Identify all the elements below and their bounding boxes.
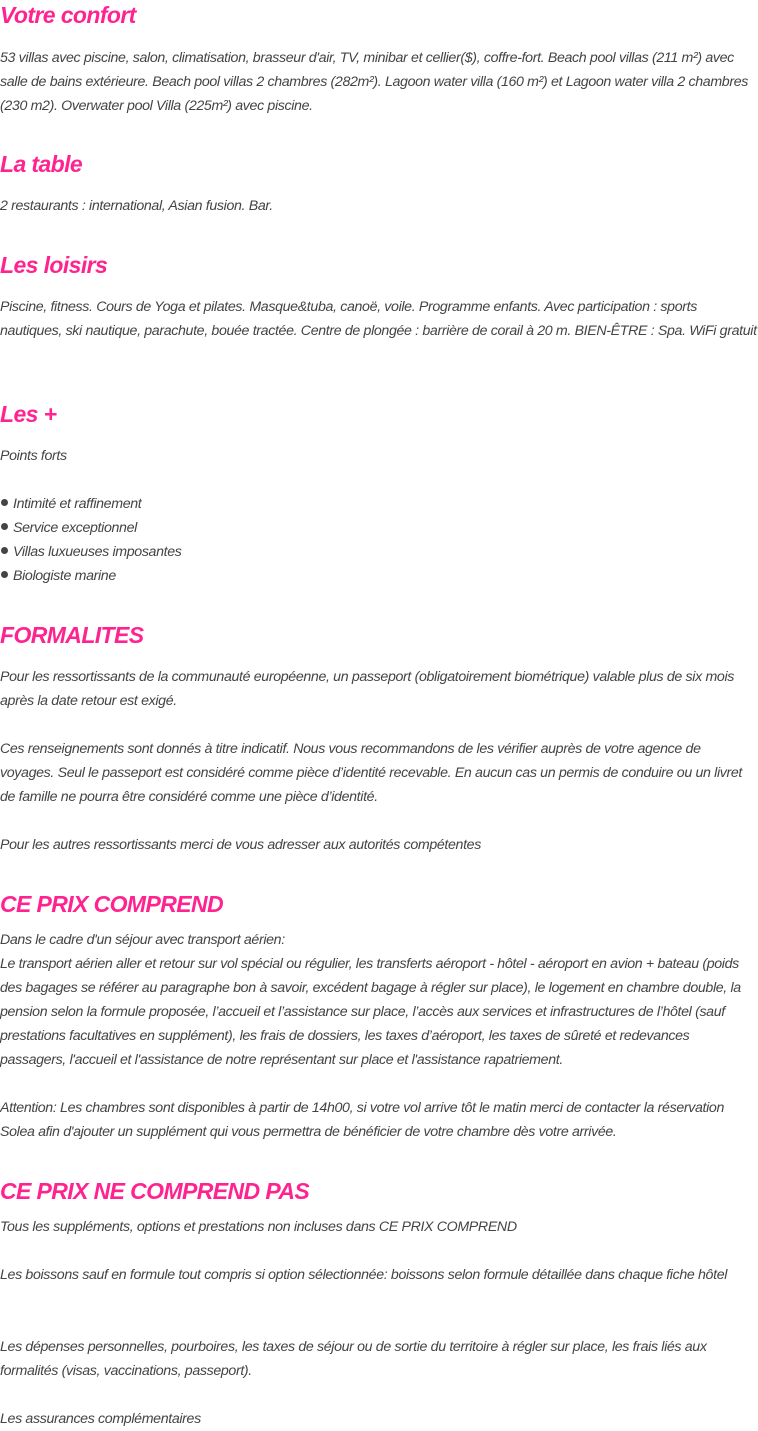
- list-item: [0, 540, 182, 564]
- bullet-icon: [1, 571, 8, 578]
- comprend-paragraph: Le transport aérien aller et retour sur vol spécial ou régulier, les transferts aéroport - hôtel - aéroport en avion + bateau (poids des bagages se référer au paragraphe bon à savoir, excédent bagage à régler sur place), le logement en chambre double, la pension selon la formule proposée, l’accueil et l’assistance sur place, l’accès aux services et infrastructures de l’hôtel (sauf prestations facultatives en supplément), les frais de dossiers, les taxes d’aéroport, les taxes de sûreté et redevances passagers, l'accueil et l'assistance de notre représentant sur place et l'assistance rapatriement.: [0, 956, 741, 1068]
- loisirs-description: Piscine, fitness. Cours de Yoga et pilates. Masque&tuba, canoë, voile. Programme enfants. Avec participation : sports nautiques, ski nautique, parachute, bouée tractée. Centre de plongée : barrière de corail à 20 m. BIEN-ÊTRE : Spa. WiFi gratuit: [0, 299, 757, 339]
- section-title-ne-comprend-pas: CE PRIX NE COMPREND PAS: [0, 1178, 310, 1204]
- list-item: [0, 516, 182, 540]
- bullet-icon: [1, 547, 8, 554]
- formalites-paragraph: Ces renseignements sont donnés à titre indicatif. Nous vous recommandons de les vérifier auprès de votre agence de voyages. Seul le passeport est considéré comme pièce d’identité recevable. En aucun cas un permis de conduire ou un livret de famille ne pourra être considéré comme une pièce d’identité.: [0, 741, 742, 805]
- section-title-confort: Votre confort: [0, 2, 136, 28]
- comprend-intro: Dans le cadre d'un séjour avec transport aérien:: [0, 932, 285, 948]
- list-item-text: Villas luxueuses imposantes: [13, 544, 182, 560]
- section-title-formalites: FORMALITES: [0, 622, 144, 648]
- table-description: 2 restaurants : international, Asian fusion. Bar.: [0, 198, 273, 214]
- formalites-paragraph: Pour les autres ressortissants merci de vous adresser aux autorités compétentes: [0, 837, 481, 853]
- section-title-table: La table: [0, 151, 83, 177]
- list-item: [0, 564, 182, 588]
- ne-comprend-pas-paragraph: Les dépenses personnelles, pourboires, les taxes de séjour ou de sortie du territoire à régler sur place, les frais liés aux formalités (visas, vaccinations, passeport).: [0, 1339, 707, 1379]
- bullet-icon: [1, 523, 8, 530]
- list-item-text: Service exceptionnel: [13, 520, 137, 536]
- section-title-plus: Les +: [0, 401, 57, 427]
- confort-description: 53 villas avec piscine, salon, climatisation, brasseur d'air, TV, minibar et cellier($), coffre-fort. Beach pool villas (211 m²) avec salle de bains extérieure. Beach pool villas 2 chambres (282m²). Lagoon water villa (160 m²) et Lagoon water villa 2 chambres (230 m2). Overwater pool Villa (225m²) avec piscine.: [0, 50, 748, 114]
- comprend-paragraph: Attention: Les chambres sont disponibles à partir de 14h00, si votre vol arrive tôt le matin merci de contacter la réservation Solea afin d'ajouter un supplément qui vous permettra de bénéficier de votre chambre dès votre arrivée.: [0, 1100, 724, 1140]
- list-item-text: Biologiste marine: [13, 568, 116, 584]
- list-item: [0, 492, 182, 516]
- ne-comprend-pas-paragraph: Les assurances complémentaires: [0, 1411, 201, 1427]
- list-item-text: Intimité et raffinement: [13, 496, 142, 512]
- ne-comprend-pas-paragraph: Les boissons sauf en formule tout compris si option sélectionnée: boissons selon formule détaillée dans chaque fiche hôtel: [0, 1267, 728, 1283]
- section-title-comprend: CE PRIX COMPREND: [0, 891, 223, 917]
- section-title-loisirs: Les loisirs: [0, 252, 108, 278]
- points-forts-list: [0, 492, 182, 588]
- bullet-icon: [1, 499, 8, 506]
- points-forts-label: Points forts: [0, 448, 67, 464]
- formalites-paragraph: Pour les ressortissants de la communauté européenne, un passeport (obligatoirement biométrique) valable plus de six mois après la date retour est exigé.: [0, 669, 734, 709]
- ne-comprend-pas-paragraph: Tous les suppléments, options et prestations non incluses dans CE PRIX COMPREND: [0, 1219, 517, 1235]
